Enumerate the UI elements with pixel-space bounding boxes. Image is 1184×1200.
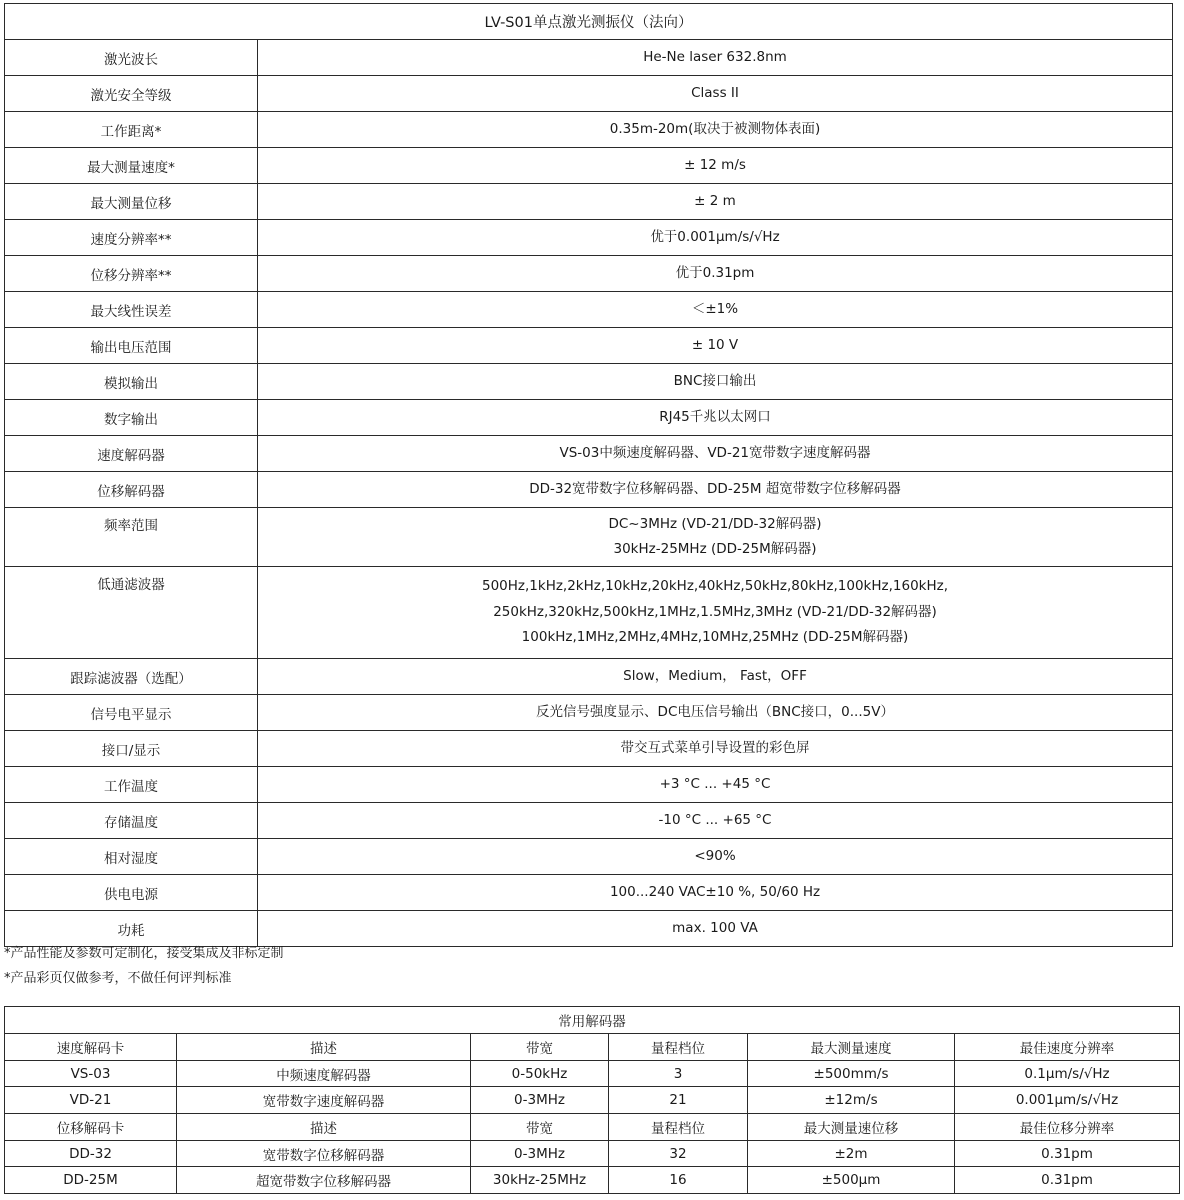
decoder-cell: 0.31pm xyxy=(955,1140,1180,1167)
decoder-cell: ±500μm xyxy=(748,1167,955,1194)
decoder-header-cell: 量程档位 xyxy=(609,1114,748,1141)
spec-value xyxy=(258,767,1173,803)
decoder-header-cell: 描述 xyxy=(177,1034,471,1061)
spec-label: 相对湿度 xyxy=(5,839,258,875)
spec-label: 最大线性误差 xyxy=(5,292,258,328)
decoder-header-cell: 最佳位移分辨率 xyxy=(955,1114,1180,1141)
spec-row xyxy=(5,328,1173,364)
spec-value-line: 优于0.001μm/s/√Hz xyxy=(650,228,780,245)
spec-row xyxy=(5,803,1173,839)
decoder-cell: ±12m/s xyxy=(748,1087,955,1114)
spec-value-line: DD-32宽带数字位移解码器、DD-25M 超宽带数字位移解码器 xyxy=(529,480,901,497)
decoder-cell: ±500mm/s xyxy=(748,1060,955,1087)
spec-value-line: ＜±1% xyxy=(691,300,739,317)
spec-value-line: ± 12 m/s xyxy=(684,156,746,173)
decoder-cell: 30kHz-25MHz xyxy=(471,1167,609,1194)
spec-label: 工作距离* xyxy=(5,112,258,148)
spec-value xyxy=(258,659,1173,695)
decoder-header-cell: 带宽 xyxy=(471,1114,609,1141)
spec-row xyxy=(5,220,1173,256)
spec-value-line: +3 °C ... +45 °C xyxy=(659,775,771,792)
spec-value-line: DC~3MHz (VD-21/DD-32解码器) xyxy=(608,515,822,532)
spec-label: 最大测量速度* xyxy=(5,148,258,184)
spec-value xyxy=(258,911,1173,947)
spec-row xyxy=(5,767,1173,803)
decoder-cell: ±2m xyxy=(748,1140,955,1167)
spec-value-line: He-Ne laser 632.8nm xyxy=(643,48,787,65)
decoder-cell: 宽带数字位移解码器 xyxy=(177,1140,471,1167)
spec-value-line: 250kHz,320kHz,500kHz,1MHz,1.5MHz,3MHz (VD-21/DD-32解码器) xyxy=(493,603,937,620)
decoder-cell: 宽带数字速度解码器 xyxy=(177,1087,471,1114)
spec-value-line: 100kHz,1MHz,2MHz,4MHz,10MHz,25MHz (DD-25M解码器) xyxy=(521,629,909,646)
spec-value xyxy=(258,292,1173,328)
spec-row xyxy=(5,40,1173,76)
spec-value-line: ± 10 V xyxy=(691,336,739,353)
spec-row xyxy=(5,256,1173,292)
decoder-cell: 3 xyxy=(609,1060,748,1087)
spec-value-line: ± 2 m xyxy=(694,192,736,209)
spec-row xyxy=(5,364,1173,400)
decoder-cell: DD-32 xyxy=(5,1140,177,1167)
decoder-cell: 超宽带数字位移解码器 xyxy=(177,1167,471,1194)
spec-row xyxy=(5,567,1173,659)
spec-value xyxy=(258,875,1173,911)
spec-label: 速度解码器 xyxy=(5,436,258,472)
spec-value-line: max. 100 VA xyxy=(672,919,758,936)
decoder-cell: 0.1μm/s/√Hz xyxy=(955,1060,1180,1087)
spec-label: 存储温度 xyxy=(5,803,258,839)
spec-value-line: Class II xyxy=(691,84,739,101)
spec-value-line: 500Hz,1kHz,2kHz,10kHz,20kHz,40kHz,50kHz,80kHz,100kHz,160kHz, xyxy=(481,578,949,595)
decoder-cell: 32 xyxy=(609,1140,748,1167)
spec-row xyxy=(5,839,1173,875)
spec-row xyxy=(5,695,1173,731)
spec-value-line: VS-03中频速度解码器、VD-21宽带数字速度解码器 xyxy=(559,444,871,461)
spec-value xyxy=(258,148,1173,184)
spec-label: 工作温度 xyxy=(5,767,258,803)
spec-row xyxy=(5,472,1173,508)
spec-label: 模拟输出 xyxy=(5,364,258,400)
decoder-row xyxy=(5,1167,1180,1194)
spec-value-line: 优于0.31pm xyxy=(675,264,755,281)
decoder-cell: 0-50kHz xyxy=(471,1060,609,1087)
spec-row xyxy=(5,436,1173,472)
decoder-header-cell: 量程档位 xyxy=(609,1034,748,1061)
spec-value xyxy=(258,184,1173,220)
spec-table xyxy=(4,3,1173,947)
decoder-cell: VS-03 xyxy=(5,1060,177,1087)
spec-value-line: 反光信号强度显示、DC电压信号输出（BNC接口，0...5V） xyxy=(536,703,894,720)
spec-row xyxy=(5,112,1173,148)
spec-value xyxy=(258,112,1173,148)
spec-label: 激光安全等级 xyxy=(5,76,258,112)
spec-value xyxy=(258,731,1173,767)
spec-value xyxy=(258,839,1173,875)
decoder-header-cell: 最大测量速位移 xyxy=(748,1114,955,1141)
decoder-cell: 0.001μm/s/√Hz xyxy=(955,1087,1180,1114)
spec-label: 功耗 xyxy=(5,911,258,947)
spec-label: 供电电源 xyxy=(5,875,258,911)
decoder-header-cell: 最佳速度分辨率 xyxy=(955,1034,1180,1061)
note-reference-only: *产品彩页仅做参考，不做任何评判标准 xyxy=(4,971,232,986)
spec-value-line: <90% xyxy=(694,847,736,864)
spec-label: 接口/显示 xyxy=(5,731,258,767)
spec-value-line: RJ45千兆以太网口 xyxy=(659,408,771,425)
spec-row xyxy=(5,400,1173,436)
decoder-cell: 16 xyxy=(609,1167,748,1194)
decoder-header-cell: 带宽 xyxy=(471,1034,609,1061)
spec-value xyxy=(258,400,1173,436)
spec-value xyxy=(258,364,1173,400)
spec-value xyxy=(258,76,1173,112)
spec-value-line: 带交互式菜单引导设置的彩色屏 xyxy=(620,739,810,756)
spec-label: 最大测量位移 xyxy=(5,184,258,220)
spec-value xyxy=(258,567,1173,659)
spec-value-line: BNC接口输出 xyxy=(673,372,757,389)
spec-value xyxy=(258,472,1173,508)
decoder-cell: 0-3MHz xyxy=(471,1140,609,1167)
decoder-cell: VD-21 xyxy=(5,1087,177,1114)
decoder-row xyxy=(5,1140,1180,1167)
spec-row xyxy=(5,184,1173,220)
spec-value xyxy=(258,220,1173,256)
spec-row xyxy=(5,148,1173,184)
spec-label: 跟踪滤波器（选配） xyxy=(5,659,258,695)
spec-value xyxy=(258,40,1173,76)
spec-value xyxy=(258,508,1173,567)
decoder-cell: 21 xyxy=(609,1087,748,1114)
spec-row xyxy=(5,292,1173,328)
spec-label: 位移分辨率** xyxy=(5,256,258,292)
spec-value-line: Slow，Medium， Fast，OFF xyxy=(623,667,807,684)
spec-value xyxy=(258,803,1173,839)
spec-row xyxy=(5,875,1173,911)
spec-value xyxy=(258,695,1173,731)
decoder-table xyxy=(4,1006,1180,1194)
decoder-row xyxy=(5,1087,1180,1114)
decoder-table-title: 常用解码器 xyxy=(5,1007,1180,1034)
spec-label: 速度分辨率** xyxy=(5,220,258,256)
decoder-header-row xyxy=(5,1034,1180,1061)
spec-label: 输出电压范围 xyxy=(5,328,258,364)
spec-value xyxy=(258,256,1173,292)
decoder-cell: 中频速度解码器 xyxy=(177,1060,471,1087)
spec-row xyxy=(5,76,1173,112)
decoder-cell: 0-3MHz xyxy=(471,1087,609,1114)
notes xyxy=(4,941,284,991)
decoder-header-cell: 位移解码卡 xyxy=(5,1114,177,1141)
spec-label: 位移解码器 xyxy=(5,472,258,508)
decoder-cell: DD-25M xyxy=(5,1167,177,1194)
decoder-header-cell: 速度解码卡 xyxy=(5,1034,177,1061)
decoder-header-cell: 描述 xyxy=(177,1114,471,1141)
spec-value-line: -10 °C ... +65 °C xyxy=(658,811,772,828)
spec-table-title: LV-S01单点激光测振仪（法向） xyxy=(5,4,1173,40)
spec-value-line: 30kHz-25MHz (DD-25M解码器) xyxy=(613,541,817,557)
spec-label: 信号电平显示 xyxy=(5,695,258,731)
decoder-row xyxy=(5,1060,1180,1087)
spec-value xyxy=(258,436,1173,472)
spec-value xyxy=(258,328,1173,364)
spec-label: 激光波长 xyxy=(5,40,258,76)
spec-label: 低通滤波器 xyxy=(5,567,258,659)
decoder-cell: 0.31pm xyxy=(955,1167,1180,1194)
spec-row xyxy=(5,508,1173,567)
spec-value-line: 100...240 VAC±10 %, 50/60 Hz xyxy=(609,883,821,900)
spec-label: 频率范围 xyxy=(5,508,258,567)
spec-row xyxy=(5,731,1173,767)
spec-value-line: 0.35m-20m(取决于被测物体表面) xyxy=(609,120,821,137)
decoder-header-row xyxy=(5,1114,1180,1141)
decoder-header-cell: 最大测量速度 xyxy=(748,1034,955,1061)
spec-label: 数字输出 xyxy=(5,400,258,436)
spec-row xyxy=(5,659,1173,695)
note-customization: *产品性能及参数可定制化，接受集成及非标定制 xyxy=(4,946,284,961)
